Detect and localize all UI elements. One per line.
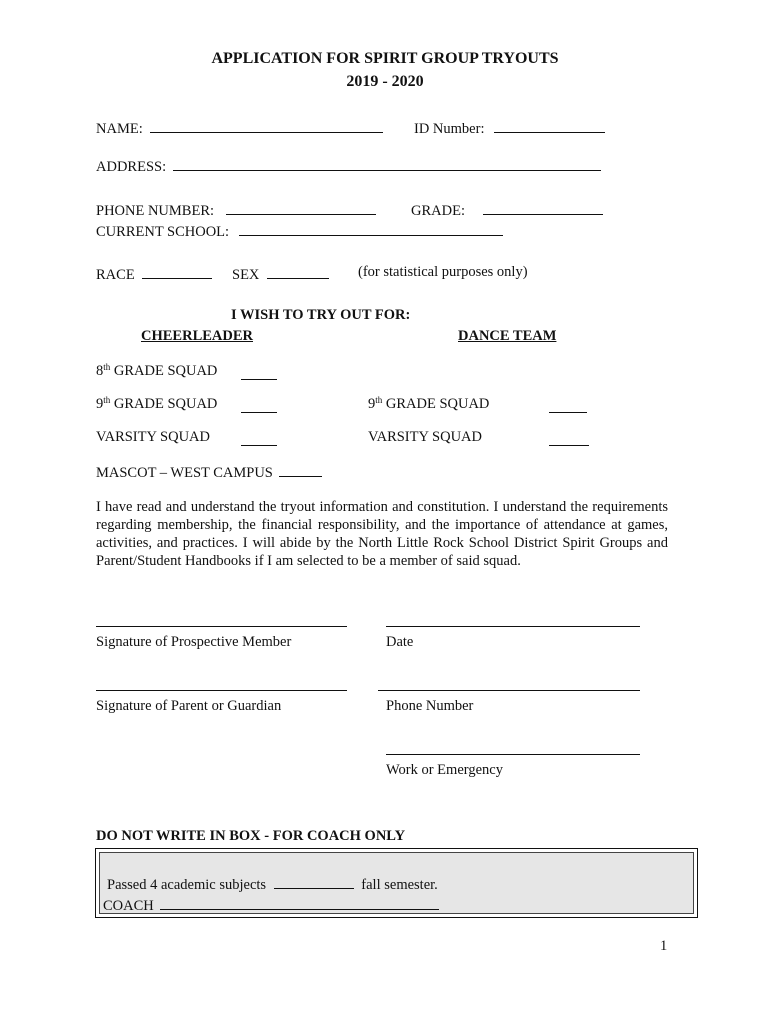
race-label: RACE	[96, 267, 135, 283]
cheer-varsity-blank[interactable]	[241, 431, 277, 446]
cheer-8th-num: 8	[96, 363, 104, 379]
address-field[interactable]	[96, 156, 601, 176]
work-emergency-line[interactable]	[386, 754, 640, 755]
school-blank[interactable]	[239, 221, 503, 236]
cheerleader-heading: CHEERLEADER	[141, 328, 253, 344]
date-line[interactable]	[386, 626, 640, 627]
race-blank[interactable]	[142, 264, 212, 279]
sex-label: SEX	[232, 267, 260, 283]
cheer-9th-num: 9	[96, 396, 104, 412]
phone-blank[interactable]	[226, 200, 376, 215]
work-emergency-label: Work or Emergency	[386, 762, 503, 778]
address-label: ADDRESS:	[96, 159, 167, 175]
race-field[interactable]	[96, 264, 212, 284]
date-label: Date	[386, 634, 414, 650]
sex-blank[interactable]	[267, 264, 329, 279]
cheer-9th-blank[interactable]	[241, 398, 277, 413]
coach-only-heading: DO NOT WRITE IN BOX - FOR COACH ONLY	[96, 828, 406, 844]
dance-varsity-blank[interactable]	[549, 431, 589, 446]
member-signature-label: Signature of Prospective Member	[96, 634, 292, 650]
coach-field[interactable]	[103, 895, 439, 915]
coach-blank[interactable]	[160, 895, 439, 910]
cheer-varsity-label: VARSITY SQUAD	[96, 429, 211, 445]
cheer-9th-sup: th	[103, 395, 111, 405]
dance-9th-sup: th	[375, 395, 383, 405]
cheer-8th-label: GRADE SQUAD	[113, 363, 218, 379]
passed-label: Passed 4 academic subjects	[107, 877, 267, 893]
cheer-8th-sup: th	[103, 362, 111, 372]
dance-varsity-label: VARSITY SQUAD	[368, 429, 483, 445]
dance-varsity-option[interactable]	[368, 429, 482, 446]
grade-blank[interactable]	[483, 200, 603, 215]
phone-field[interactable]	[96, 200, 376, 220]
phone-number-label: Phone Number	[386, 698, 474, 714]
dance-team-heading: DANCE TEAM	[458, 328, 557, 344]
page-number: 1	[660, 938, 668, 954]
cheer-8th-blank[interactable]	[241, 365, 277, 380]
name-blank[interactable]	[150, 118, 383, 133]
sex-field[interactable]	[232, 264, 329, 284]
dance-9th-grade-option[interactable]	[368, 396, 489, 413]
school-field[interactable]	[96, 221, 503, 241]
member-signature-line[interactable]	[96, 626, 347, 627]
school-label: CURRENT SCHOOL:	[96, 224, 230, 240]
tryout-heading: I WISH TO TRY OUT FOR:	[231, 307, 411, 323]
mascot-option[interactable]	[96, 462, 322, 482]
cheer-9th-label: GRADE SQUAD	[113, 396, 218, 412]
mascot-label: MASCOT – WEST CAMPUS	[96, 465, 273, 481]
coach-label: COACH	[103, 898, 154, 914]
grade-label: GRADE:	[411, 203, 465, 219]
name-label: NAME:	[96, 121, 143, 137]
dance-9th-label: GRADE SQUAD	[385, 396, 490, 412]
statistical-note: (for statistical purposes only)	[358, 264, 528, 280]
phone-label: PHONE NUMBER:	[96, 203, 215, 219]
id-label: ID Number:	[414, 121, 485, 137]
form-year: 2019 - 2020	[346, 73, 424, 90]
id-number-field[interactable]	[414, 118, 605, 138]
semester-label: fall semester.	[361, 877, 438, 893]
passed-subjects-field[interactable]	[107, 874, 438, 894]
id-blank[interactable]	[494, 118, 605, 133]
phone-number-line[interactable]	[378, 690, 640, 691]
cheer-varsity-option[interactable]	[96, 429, 210, 446]
cheer-9th-grade-option[interactable]	[96, 396, 217, 413]
form-title: APPLICATION FOR SPIRIT GROUP TRYOUTS	[211, 50, 559, 67]
passed-blank[interactable]	[274, 874, 354, 889]
parent-signature-label: Signature of Parent or Guardian	[96, 698, 282, 714]
grade-field[interactable]	[411, 200, 603, 220]
cheer-8th-grade-option[interactable]	[96, 363, 217, 380]
parent-signature-line[interactable]	[96, 690, 347, 691]
dance-9th-blank[interactable]	[549, 398, 587, 413]
mascot-blank[interactable]	[279, 462, 322, 477]
address-blank[interactable]	[173, 156, 601, 171]
agreement-paragraph: I have read and understand the tryout information and constitution. I understand the requirements regarding membership, the financial responsibility, and the importance of attendance at games, activities, and practices. I will abide by the North Little Rock School District Spirit Groups and Parent/Student Handbooks if I am selected to be a member of said squad.	[96, 499, 668, 569]
name-field[interactable]	[96, 118, 383, 138]
dance-9th-num: 9	[368, 396, 376, 412]
